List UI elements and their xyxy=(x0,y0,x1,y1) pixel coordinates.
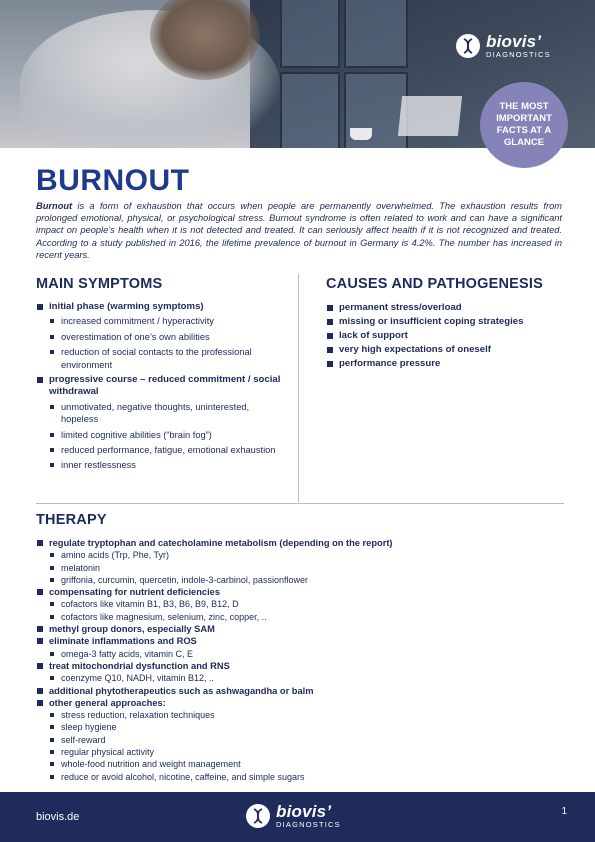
symptoms-heading: MAIN SYMPTOMS xyxy=(36,276,163,292)
causes-heading: CAUSES AND PATHOGENESIS xyxy=(326,276,544,292)
symptom-group xyxy=(36,301,286,371)
therapy-item: coenzyme Q10, NADH, vitamin B12, .. xyxy=(49,672,564,684)
therapy-item: griffonia, curcumin, quercetin, indole-3-carbinol, passionflower xyxy=(49,574,564,586)
hero-cup xyxy=(350,128,372,140)
symptom-item: unmotivated, negative thoughts, uninterested, hopeless xyxy=(49,401,286,426)
therapy-item: cofactors like vitamin B1, B3, B6, B9, B12, D xyxy=(49,598,564,610)
hero-window-pane xyxy=(344,0,408,68)
therapy-group xyxy=(36,635,564,660)
therapy-section xyxy=(36,512,564,783)
therapy-item: amino acids (Trp, Phe, Tyr) xyxy=(49,549,564,561)
intro-text: is a form of exhaustion that occurs when people are permanently overwhelmed. The exhaustion results from prolonged emotional, physical, or psychological stress. Burnout syndrome is often related to work and can have a significant impact on people’s health when it is not detected and treated. It can seriously affect health if it is not recognized and treated. According to a study published in 2016, the lifetime prevalence of burnout in Germany is 4.2%. The number has increased in recent years. xyxy=(36,201,562,260)
hero-window-pane xyxy=(280,72,340,148)
footer xyxy=(0,792,595,842)
symptoms-list xyxy=(36,301,286,472)
symptoms-section xyxy=(36,276,286,475)
symptom-item: increased commitment / hyperactivity xyxy=(49,315,286,327)
cause-item: lack of support xyxy=(326,329,562,343)
cause-item: performance pressure xyxy=(326,357,562,371)
dna-logo-icon xyxy=(456,34,480,58)
logo-brand-name: biovis’ xyxy=(276,802,332,821)
column-divider xyxy=(298,274,299,502)
therapy-item: cofactors like magnesium, selenium, zinc, copper, .. xyxy=(49,611,564,623)
page-title: BURNOUT xyxy=(36,164,190,197)
therapy-item: whole-food nutrition and weight management xyxy=(49,758,564,770)
cause-item: missing or insufficient coping strategies xyxy=(326,315,562,329)
hero-laptop xyxy=(398,96,462,136)
logo-brand-name: biovis’ xyxy=(486,32,542,51)
intro-paragraph xyxy=(36,200,562,261)
therapy-group-label: compensating for nutrient deficiencies xyxy=(49,587,220,598)
therapy-group-label: regulate tryptophan and catecholamine metabolism (depending on the report) xyxy=(49,538,393,548)
therapy-item: self-reward xyxy=(49,734,564,746)
symptom-item: inner restlessness xyxy=(49,459,286,471)
header-logo[interactable] xyxy=(456,33,551,59)
therapy-group-label: eliminate inflammations and ROS xyxy=(49,636,197,647)
symptom-group-label: progressive course – reduced commitment / social withdrawal xyxy=(49,374,281,398)
therapy-group xyxy=(36,685,564,697)
therapy-item: melatonin xyxy=(49,562,564,574)
therapy-group xyxy=(36,697,564,783)
therapy-group xyxy=(36,586,564,623)
therapy-group xyxy=(36,660,564,685)
symptom-group xyxy=(36,374,286,472)
footer-logo[interactable] xyxy=(246,803,341,829)
cause-item: very high expectations of oneself xyxy=(326,343,562,357)
symptom-item: reduction of social contacts to the professional environment xyxy=(49,346,286,371)
logo-subtitle: DIAGNOSTICS xyxy=(276,820,341,829)
symptom-item: limited cognitive abilities (“brain fog”) xyxy=(49,429,286,441)
intro-term: Burnout xyxy=(36,201,73,211)
therapy-item: sleep hygiene xyxy=(49,721,564,733)
logo-subtitle: DIAGNOSTICS xyxy=(486,50,551,59)
therapy-group-label: additional phytotherapeutics such as ashwagandha or balm xyxy=(49,685,314,696)
causes-list xyxy=(326,301,562,371)
footer-website-link[interactable]: biovis.de xyxy=(36,811,80,823)
cause-item: permanent stress/overload xyxy=(326,301,562,315)
therapy-list xyxy=(36,537,564,783)
dna-logo-icon xyxy=(246,804,270,828)
therapy-group-label: other general approaches: xyxy=(49,697,166,708)
therapy-item: omega-3 fatty acids, vitamin C, E xyxy=(49,648,564,660)
therapy-group xyxy=(36,623,564,635)
symptom-group-label: initial phase (warming symptoms) xyxy=(49,301,204,312)
hero-window-pane xyxy=(280,0,340,68)
therapy-group-label: treat mitochondrial dysfunction and RNS xyxy=(49,660,230,671)
symptom-item: reduced performance, fatigue, emotional exhaustion xyxy=(49,444,286,456)
page-number: 1 xyxy=(561,806,567,817)
therapy-heading: THERAPY xyxy=(36,512,107,528)
facts-badge: THE MOST IMPORTANT FACTS AT A GLANCE xyxy=(480,82,568,168)
symptom-item: overestimation of one’s own abilities xyxy=(49,331,286,343)
therapy-item: reduce or avoid alcohol, nicotine, caffeine, and simple sugars xyxy=(49,771,564,783)
therapy-item: regular physical activity xyxy=(49,746,564,758)
therapy-group-label: methyl group donors, especially SAM xyxy=(49,624,215,635)
section-divider xyxy=(36,503,564,504)
therapy-item: stress reduction, relaxation techniques xyxy=(49,709,564,721)
therapy-group xyxy=(36,537,564,586)
causes-section xyxy=(326,276,562,371)
